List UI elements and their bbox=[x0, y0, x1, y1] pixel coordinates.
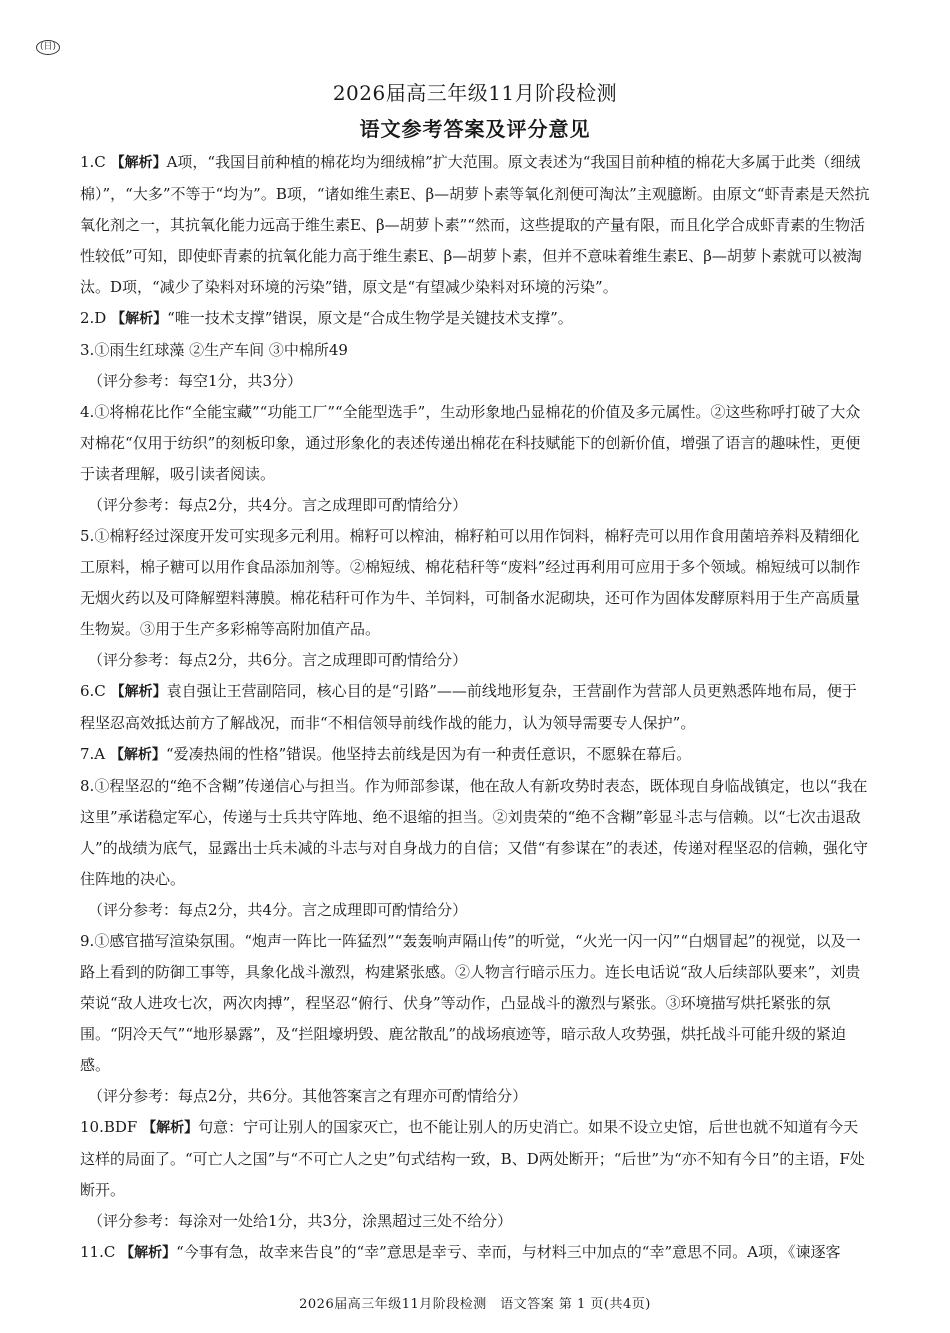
analysis-tag: 【解析】 bbox=[110, 155, 167, 171]
answer-text: 句意：宁可让别人的国家灭亡，也不能让别人的历史消亡。如果不设立史馆，后世也就不知道有今天这样的局面了。“可亡人之国”与“不可亡人之史”句式结构一致，B、D两处断开；“后世”为“亦不知有今日”的主语，F处断开。 bbox=[80, 1118, 865, 1199]
answer-number: 11.C bbox=[80, 1243, 116, 1261]
answer-list bbox=[80, 147, 870, 1269]
answer-number: 6.C bbox=[80, 682, 106, 700]
answer-text: “爱凑热闹的性格”错误。他坚持去前线是因为有一种责任意识，不愿躲在幕后。 bbox=[165, 745, 692, 763]
page-subtitle: 语文参考答案及评分意见 bbox=[359, 117, 591, 141]
answer-number: 4. bbox=[80, 403, 95, 421]
scoring-note: （评分参考：每空1分，共3分） bbox=[88, 372, 303, 390]
answer-item bbox=[80, 771, 870, 895]
corner-mark: (日) bbox=[36, 40, 60, 55]
answer-item bbox=[80, 739, 870, 771]
answer-item bbox=[80, 926, 870, 1081]
answer-item bbox=[80, 676, 870, 739]
answer-text: “唯一技术支撑”错误，原文是“合成生物学是关键技术支撑”。 bbox=[167, 309, 573, 327]
answer-item bbox=[80, 521, 870, 645]
answer-number: 7.A bbox=[80, 745, 106, 763]
answer-number: 3. bbox=[80, 341, 95, 359]
answer-item bbox=[80, 147, 870, 303]
answer-item bbox=[80, 1112, 870, 1206]
answer-item bbox=[80, 397, 870, 490]
answer-text: ①棉籽经过深度开发可实现多元利用。棉籽可以榨油，棉籽粕可以用作饲料，棉籽壳可以用作食用菌培养料及精细化工原料，棉子糖可以用作食品添加剂等。②棉短绒、棉花秸秆等“废料”经过再利用可应用于多个领域。棉短绒可以制作无烟火药以及可降解塑料薄膜。棉花秸秆可作为牛、羊饲料，可制备水泥砌块，还可作为固体发酵原料用于生产高质量生物炭。③用于生产多彩棉等高附加值产品。 bbox=[80, 527, 861, 638]
analysis-tag: 【解析】 bbox=[110, 684, 167, 700]
answer-number: 5. bbox=[80, 527, 95, 545]
answer-text: A项，“我国目前种植的棉花均为细绒棉”扩大范围。原文表述为“我国目前种植的棉花大多属于此类（细绒棉）”，“大多”不等于“均为”。B项，“诸如维生素E、β—胡萝卜素等氧化剂便可淘汰”主观臆断。由原文“虾青素是天然抗氧化剂之一，其抗氧化能力远高于维生素E、β—胡萝卜素”“然而，这些提取的产量有限，而且化学合成虾青素的生物活性较低”可知，即使虾青素的抗氧化能力高于维生素E、β—胡萝卜素，但并不意味着维生素E、β—胡萝卜素就可以被淘汰。D项，“减少了染料对环境的污染”错，原文是“有望减少染料对环境的污染”。 bbox=[80, 153, 870, 296]
answer-text: ①感官描写渲染氛围。“炮声一阵比一阵猛烈”“轰轰响声隔山传”的听觉，“火光一闪一闪”“白烟冒起”的视觉，以及一路上看到的防御工事等，具象化战斗激烈，构建紧张感。②人物言行暗示压力。连长电话说“敌人后续部队要来”，刘贵荣说“敌人进攻七次，两次肉搏”，程坚忍“俯行、伏身”等动作，凸显战斗的激烈与紧张。③环境描写烘托紧张的氛围。“阴冷天气”“地形暴露”，及“拦阻壕坍毁、鹿岔散乱”的战场痕迹等，暗示敌人攻势强，烘托战斗可能升级的紧迫感。 bbox=[80, 932, 861, 1074]
answer-text: 袁自强让王营副陪同，核心目的是“引路”——前线地形复杂，王营副作为营部人员更熟悉阵地布局，便于程坚忍高效抵达前方了解战况，而非“不相信领导前线作战的能力，认为领导需要专人保护”。 bbox=[80, 682, 857, 732]
answer-number: 9. bbox=[80, 932, 95, 950]
answer-text: ①将棉花比作“全能宝藏”“功能工厂”“全能型选手”，生动形象地凸显棉花的价值及多元属性。②这些称呼打破了大众对棉花“仅用于纺织”的刻板印象，通过形象化的表述传递出棉花在科技赋能下的创新价值，增强了语言的趣味性，更便于读者理解，吸引读者阅读。 bbox=[80, 403, 861, 483]
answer-text: ①雨生红球藻 ②生产车间 ③中棉所49 bbox=[94, 341, 348, 359]
answer-number: 1.C bbox=[80, 153, 106, 171]
answer-item bbox=[80, 335, 870, 366]
page-title: 2026届高三年级11月阶段检测 bbox=[332, 81, 618, 105]
analysis-tag: 【解析】 bbox=[120, 1245, 177, 1261]
answer-item bbox=[80, 303, 870, 335]
scoring-note: （评分参考：每点2分，共4分。言之成理即可酌情给分） bbox=[88, 496, 468, 514]
answer-number: 10.BDF bbox=[80, 1118, 138, 1136]
answer-number: 2.D bbox=[80, 309, 107, 327]
answer-text: “今事有急，故幸来告良”的“幸”意思是幸亏、幸而，与材料三中加点的“幸”意思不同。A项，《谏逐客 bbox=[176, 1243, 841, 1261]
analysis-tag: 【解析】 bbox=[109, 747, 166, 763]
answer-item bbox=[80, 1237, 870, 1269]
analysis-tag: 【解析】 bbox=[142, 1120, 199, 1136]
answer-text: ①程坚忍的“绝不含糊”传递信心与担当。作为师部参谋，他在敌人有新攻势时表态，既体现自身临战镇定，也以“我在这里”承诺稳定军心，传递与士兵共守阵地、绝不退缩的担当。②刘贵荣的“绝不含糊”彰显斗志与信赖。以“七次击退敌人”的战绩为底气，显露出士兵未减的斗志与对自身战力的自信；又借“有参谋在”的表述，传递对程坚忍的信赖，强化守住阵地的决心。 bbox=[80, 777, 869, 888]
scoring-note: （评分参考：每涂对一处给1分，共3分，涂黑超过三处不给分） bbox=[88, 1212, 513, 1230]
answer-number: 8. bbox=[80, 777, 95, 795]
page-footer: 2026届高三年级11月阶段检测 语文答案 第 1 页(共4页) bbox=[299, 1297, 651, 1312]
scoring-note: （评分参考：每点2分，共6分。言之成理即可酌情给分） bbox=[88, 651, 468, 669]
scoring-note: （评分参考：每点2分，共6分。其他答案言之有理亦可酌情给分） bbox=[88, 1087, 528, 1105]
scoring-note: （评分参考：每点2分，共4分。言之成理即可酌情给分） bbox=[88, 901, 468, 919]
analysis-tag: 【解析】 bbox=[111, 311, 168, 327]
